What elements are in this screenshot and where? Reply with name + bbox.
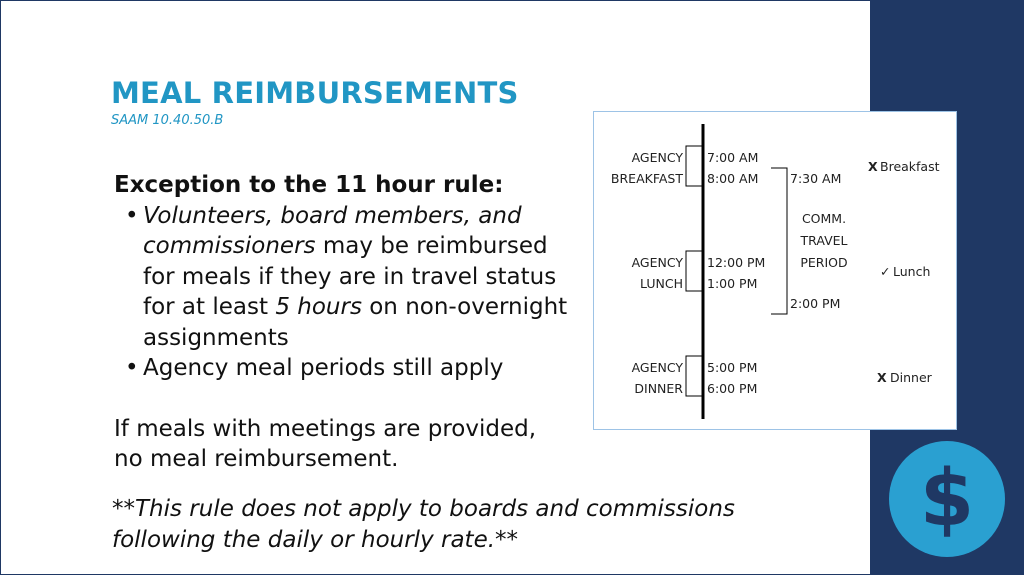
travel-label-line1: COMM. [801, 211, 847, 226]
lunch-agency-label: AGENCY [631, 255, 683, 270]
lunch-end-time: 1:00 PM [707, 276, 758, 291]
bullet-volunteers [114, 201, 584, 354]
lunch-result-label: Lunch [893, 264, 931, 279]
breakfast-bracket [686, 146, 703, 186]
lunch-check-mark: ✓ [880, 264, 891, 279]
spacer [114, 384, 584, 414]
travel-end-time: 2:00 PM [790, 296, 841, 311]
dinner-agency-label: AGENCY [631, 360, 683, 375]
meal-timeline-diagram [593, 111, 957, 430]
bullet-agency-meal: • Agency meal periods still apply [114, 353, 584, 384]
bullet-hours-emphasis: 5 hours [275, 294, 362, 320]
travel-start-time: 7:30 AM [790, 171, 842, 186]
meetings-paragraph: If meals with meetings are provided, no meal reimbursement. [114, 415, 537, 472]
footnote: **This rule does not apply to boards and commissions following the daily or hourly rate.** [112, 496, 735, 553]
timeline-svg [594, 112, 956, 429]
dinner-result-label: Dinner [890, 370, 932, 385]
lunch-bracket [686, 251, 703, 291]
breakfast-end-time: 8:00 AM [707, 171, 759, 186]
breakfast-start-time: 7:00 AM [707, 150, 759, 165]
breakfast-x-mark: X [868, 159, 878, 174]
breakfast-label: BREAKFAST [610, 171, 683, 186]
lunch-label: LUNCH [640, 276, 683, 291]
bullet-volunteers-tail: on non-overnight assignments [143, 294, 568, 351]
bullet-volunteers-text: may be reimbursed for meals if they are in travel status for at least [143, 233, 557, 320]
slide-title: MEAL REIMBURSEMENTS [111, 76, 519, 110]
dollar-symbol: $ [919, 454, 975, 544]
exception-heading: Exception to the 11 hour rule: [114, 172, 504, 198]
dinner-start-time: 5:00 PM [707, 360, 758, 375]
dinner-bracket [686, 356, 703, 396]
travel-period-bracket [771, 168, 787, 314]
travel-label-line3: PERIOD [800, 255, 848, 270]
dinner-label: DINNER [634, 381, 683, 396]
lunch-start-time: 12:00 PM [707, 255, 766, 270]
dinner-x-mark: X [877, 370, 887, 385]
bullet-list [114, 201, 584, 384]
body-text [114, 170, 584, 475]
travel-label-line2: TRAVEL [800, 233, 848, 248]
breakfast-result-label: Breakfast [880, 159, 940, 174]
dollar-icon [889, 441, 1005, 557]
dinner-end-time: 6:00 PM [707, 381, 758, 396]
breakfast-agency-label: AGENCY [631, 150, 683, 165]
bullet-volunteers-emphasis: Volunteers, board members, and commissioners [143, 202, 522, 259]
slide-subtitle: SAAM 10.40.50.B [111, 113, 224, 128]
